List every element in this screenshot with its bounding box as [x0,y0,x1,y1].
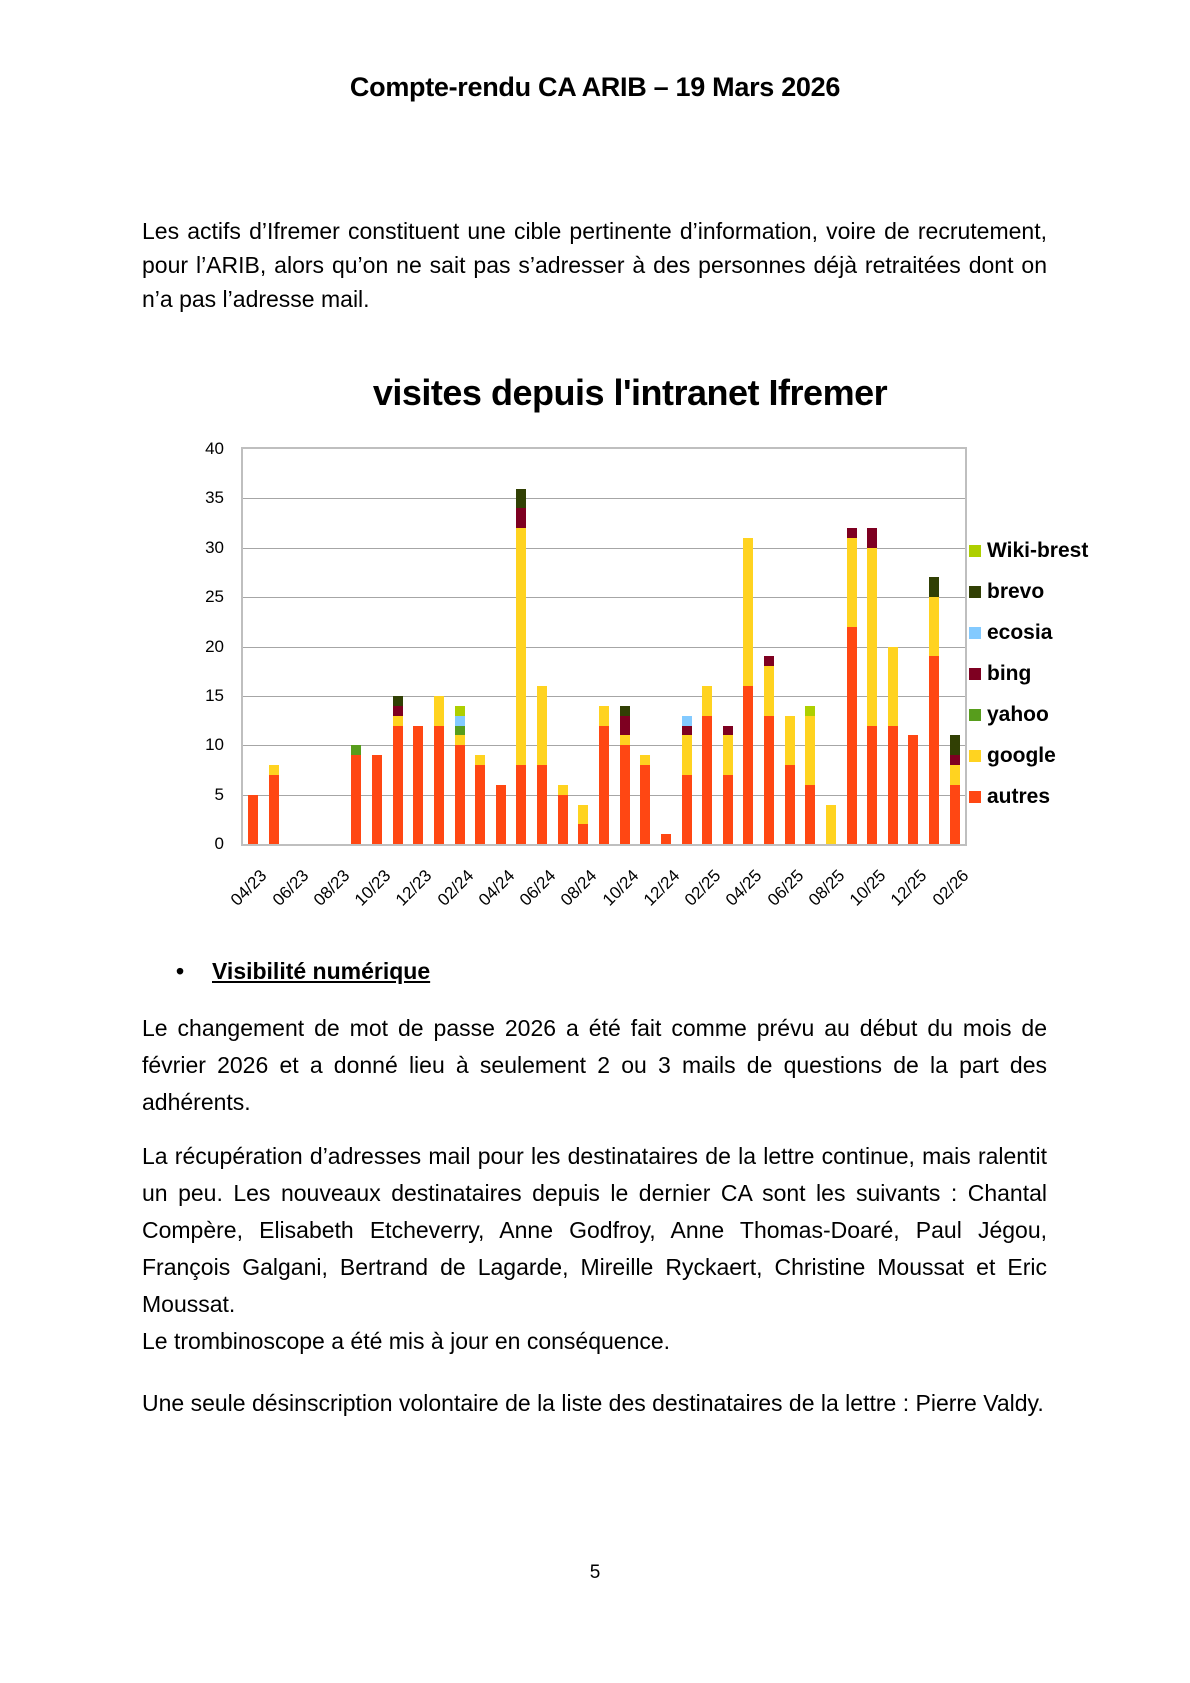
paragraph-new-recipients [142,1138,1047,1360]
bar-segment-bing [620,716,630,736]
bar-segment-autres [640,765,650,844]
bar-segment-autres [908,735,918,844]
x-tick-label: 02/25 [681,866,725,910]
gridline [243,647,965,648]
bar-segment-bing [516,508,526,528]
legend-item-wiki-brest [969,530,1088,571]
y-tick-label: 25 [205,587,224,607]
x-tick-label: 06/25 [763,866,808,910]
bar-11-23 [393,696,403,844]
bullet-icon: • [176,958,185,984]
bar-segment-autres [455,745,465,844]
bar-segment-google [847,538,857,627]
legend-item-ecosia [969,612,1088,653]
bar-segment-autres [805,785,815,844]
bar-08-24 [578,805,588,845]
legend-swatch-icon [969,627,981,639]
bar-segment-google [537,686,547,765]
bar-07-25 [805,706,815,844]
legend-swatch-icon [969,750,981,762]
gridline [243,597,965,598]
legend-label: ecosia [987,620,1053,644]
bar-segment-wiki-brest [455,706,465,716]
bar-segment-brevo [620,706,630,716]
section-heading [176,958,430,985]
legend-item-google [969,735,1088,776]
legend-item-autres [969,776,1088,817]
bar-segment-google [578,805,588,825]
x-tick-label: 06/23 [268,866,312,910]
bar-05-24 [516,489,526,845]
bar-10-23 [372,755,382,844]
bar-segment-google [640,755,650,765]
bar-segment-ecosia [455,716,465,726]
page-number: 5 [589,1562,601,1583]
bar-segment-google [929,597,939,656]
bar-segment-google [434,696,444,726]
bar-10-24 [620,706,630,844]
bar-segment-autres [743,686,753,844]
x-tick-label: 10/25 [846,866,890,910]
bar-03-24 [475,755,485,844]
bar-segment-autres [351,755,361,844]
bar-segment-google [682,735,692,775]
bar-segment-google [743,538,753,686]
chart-legend [969,530,1088,817]
bar-segment-autres [372,755,382,844]
document-title: Compte-rendu CA ARIB – 19 Mars 2026 [349,72,841,102]
bar-11-24 [640,755,650,844]
bar-04-23 [248,795,258,844]
legend-label: google [987,743,1056,767]
legend-label: yahoo [987,702,1049,726]
new-recipients-text: La récupération d’adresses mail pour les destinataires de la lettre continue, mais ralentit un peu. Les nouveaux destinataires depuis le dernier CA sont les suivants : Chantal Compère, Elisabeth Etcheverry, Anne Godfroy, Anne Thomas-Doaré, Paul Jégou, François Galgani, Bertrand de Lagarde, Mireille Ryckaert, Christine Moussat et Eric Moussat. [142,1143,1047,1317]
bar-10-25 [867,528,877,844]
bar-segment-autres [888,726,898,845]
bar-segment-brevo [393,696,403,706]
bar-06-25 [785,716,795,844]
bar-segment-google [455,735,465,745]
x-tick-label: 08/25 [804,866,849,910]
bar-segment-google [599,706,609,726]
bar-segment-autres [269,775,279,844]
x-tick-label: 12/23 [392,866,436,910]
bar-03-25 [723,726,733,845]
gridline [243,548,965,549]
bar-09-24 [599,706,609,844]
bar-segment-google [393,716,403,726]
bar-segment-google [764,666,774,715]
bar-segment-google [826,805,836,845]
gridline [243,696,965,697]
bar-segment-autres [764,716,774,844]
legend-swatch-icon [969,586,981,598]
x-tick-label: 12/25 [887,866,931,910]
bar-05-25 [764,656,774,844]
bar-02-26 [950,735,960,844]
x-tick-label: 12/24 [639,866,684,910]
bar-segment-google [867,548,877,726]
bar-segment-bing [682,726,692,736]
bar-segment-bing [950,755,960,765]
chart-title: visites depuis l'intranet Ifremer [372,372,888,413]
x-tick-label: 10/24 [598,866,643,910]
bar-segment-google [269,765,279,775]
bar-segment-brevo [950,735,960,755]
bar-segment-ecosia [682,716,692,726]
bar-01-25 [682,716,692,844]
bar-12-23 [413,726,423,845]
bar-segment-autres [867,726,877,845]
x-tick-label: 04/24 [474,866,519,910]
bar-segment-autres [578,824,588,844]
bar-segment-bing [847,528,857,538]
bar-08-25 [826,805,836,845]
bar-segment-bing [764,656,774,666]
bar-12-25 [908,735,918,844]
y-tick-label: 5 [214,784,224,804]
bar-11-25 [888,647,898,845]
legend-item-yahoo [969,694,1088,735]
bar-01-24 [434,696,444,844]
bar-segment-autres [516,765,526,844]
bar-segment-autres [682,775,692,844]
bar-segment-google [785,716,795,765]
legend-swatch-icon [969,668,981,680]
bar-segment-bing [393,706,403,716]
legend-swatch-icon [969,709,981,721]
legend-item-bing [969,653,1088,694]
y-tick-label: 35 [205,488,224,508]
bar-01-26 [929,577,939,844]
x-tick-label: 04/23 [227,866,271,910]
paragraph-unsubscribe: Une seule désinscription volontaire de la liste des destinataires de la lettre : Pierre Valdy. [142,1390,1044,1416]
bar-segment-autres [847,627,857,844]
bar-06-24 [537,686,547,844]
bar-segment-bing [723,726,733,736]
intro-paragraph: Les actifs d’Ifremer constituent une cible pertinente d’information, voire de recrutement, pour l’ARIB, alors qu’on ne sait pas s’adresser à des personnes déjà retraitées dont on n’a pas l’adresse mail. [142,218,1047,312]
x-tick-label: 02/24 [433,866,478,910]
bar-segment-google [620,735,630,745]
x-tick-label: 06/24 [516,866,560,910]
bar-segment-autres [950,785,960,844]
bar-segment-brevo [929,577,939,597]
bar-segment-google [723,735,733,775]
paragraph-password-change: Le changement de mot de passe 2026 a été fait comme prévu au début du mois de février 2026 et a donné lieu à seulement 2 ou 3 mails de questions de la part des adhérents. [142,1015,1047,1115]
bar-segment-autres [702,716,712,844]
plot-area [241,447,967,846]
gridline [243,498,965,499]
x-tick-label: 02/26 [928,866,973,910]
legend-label: bing [987,661,1032,685]
y-tick-label: 20 [205,636,224,656]
bar-02-24 [455,706,465,844]
bar-segment-google [888,647,898,726]
bar-segment-autres [929,656,939,844]
bar-segment-google [805,716,815,785]
bar-segment-autres [661,834,671,844]
bar-02-25 [702,686,712,844]
bar-segment-autres [248,795,258,844]
bar-segment-bing [867,528,877,548]
bar-segment-wiki-brest [805,706,815,716]
legend-swatch-icon [969,545,981,557]
x-tick-label: 08/23 [309,866,354,910]
trombinoscope-text: Le trombinoscope a été mis à jour en conséquence. [142,1328,671,1354]
bar-04-24 [496,785,506,844]
bar-segment-autres [785,765,795,844]
legend-label: brevo [987,579,1045,603]
bar-segment-autres [599,726,609,845]
bar-segment-autres [413,726,423,845]
bar-segment-autres [475,765,485,844]
y-tick-label: 30 [205,537,224,557]
bar-segment-autres [620,745,630,844]
bar-segment-autres [434,726,444,845]
section-title: Visibilité numérique [212,958,431,984]
bar-segment-google [702,686,712,716]
bar-segment-autres [496,785,506,844]
y-tick-label: 40 [205,439,224,458]
bar-segment-autres [723,775,733,844]
bar-09-25 [847,528,857,844]
stacked-bar-chart [180,360,1110,920]
bar-09-23 [351,745,361,844]
bar-04-25 [743,538,753,844]
y-tick-label: 10 [205,735,224,755]
bar-segment-autres [393,726,403,845]
y-tick-label: 0 [214,834,224,853]
bar-12-24 [661,834,671,844]
bar-segment-autres [537,765,547,844]
bar-segment-yahoo [455,726,465,736]
bar-07-24 [558,785,568,844]
legend-swatch-icon [969,791,981,803]
x-tick-label: 08/24 [557,866,601,910]
y-tick-label: 15 [205,685,224,705]
bar-segment-google [475,755,485,765]
bar-segment-brevo [516,489,526,509]
x-tick-label: 04/25 [722,866,766,910]
bar-05-23 [269,765,279,844]
legend-label: autres [987,784,1051,808]
bar-segment-autres [558,795,568,844]
x-tick-label: 10/23 [350,866,395,910]
legend-item-brevo [969,571,1088,612]
bar-segment-google [950,765,960,785]
legend-label: Wiki-brest [987,538,1089,562]
bar-segment-google [558,785,568,795]
bar-segment-google [516,528,526,765]
bar-segment-yahoo [351,745,361,755]
